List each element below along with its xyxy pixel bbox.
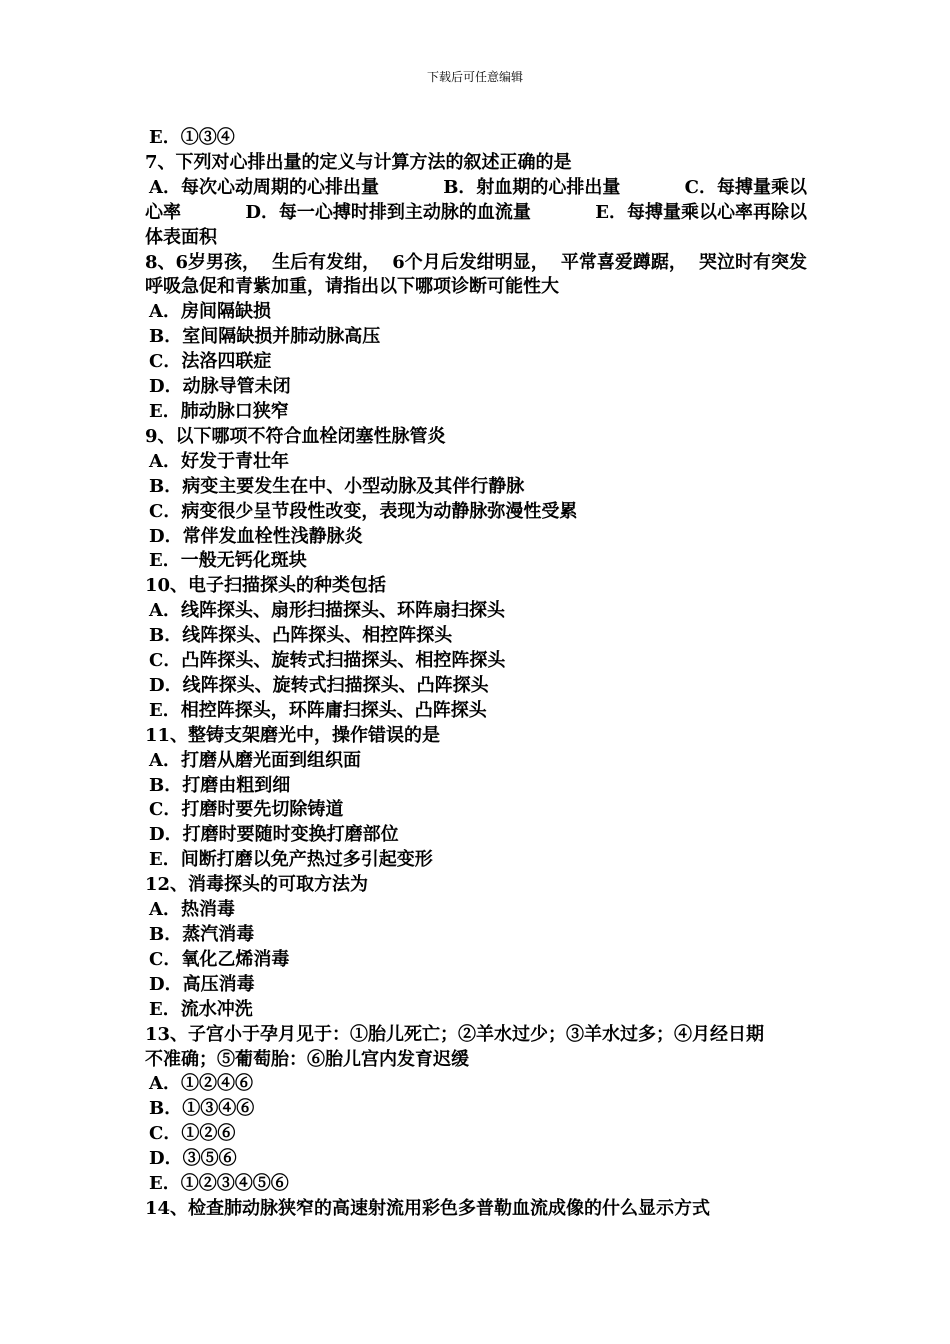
text-segment: 生后有发绀， [272,251,381,273]
text-segment: 8、6岁男孩， [145,251,261,273]
answer-option: E．①③④ [149,127,235,148]
answer-option: E．一般无钙化斑块 [149,550,307,572]
answer-option: B．蒸汽消毒 [149,924,255,945]
answer-option: D．常伴发血栓性浅静脉炎 [149,525,363,547]
answer-option: A．好发于青壮年 [149,450,289,472]
answer-option: D．高压消毒 [149,973,255,995]
text-segment: 6个月后发绀明显， [392,251,549,273]
answer-option: A．热消毒 [149,899,235,921]
answer-option: D．动脉导管未闭 [149,376,291,398]
answer-option: D．每一心搏时排到主动脉的血流量 [245,201,531,223]
question-line: 不准确；⑤葡萄胎：⑥胎儿宫内发育迟缓 [145,1048,469,1070]
answer-option: B．病变主要发生在中、小型动脉及其伴行静脉 [149,475,525,497]
justified-line [145,201,807,226]
answer-option: B．射血期的心排出量 [443,176,621,198]
answer-option: E．相控阵探头，环阵庸扫探头、凸阵探头 [149,699,487,721]
answer-option: E．肺动脉口狭窄 [149,400,289,422]
answer-option: A．房间隔缺损 [149,301,271,323]
answer-option: D．③⑤⑥ [149,1148,237,1170]
answer-option: C．病变很少呈节段性改变，表现为动静脉弥漫性受累 [149,500,578,522]
answer-option: C．凸阵探头、旋转式扫描探头、相控阵探头 [149,650,506,672]
answer-option: C．氧化乙烯消毒 [149,948,290,970]
answer-option: B．打磨由粗到细 [149,774,291,796]
question-line: 呼吸急促和青紫加重，请指出以下哪项诊断可能性大 [145,276,559,298]
question-line: 体表面积 [145,226,217,248]
answer-option: C．打磨时要先切除铸道 [149,799,344,821]
question-line: 11、整铸支架磨光中，操作错误的是 [145,724,441,746]
answer-option: D．打磨时要随时变换打磨部位 [149,824,399,846]
answer-option: E．每搏量乘以心率再除以 [595,201,807,223]
answer-option: A．每次心动周期的心排出量 [149,176,379,198]
text-segment: 13、子宫小于孕月见于：①胎儿死亡；②羊水过少；③羊水过多；④月经日期 [145,1023,765,1045]
answer-option: 心率 [145,201,181,223]
answer-option: E．间断打磨以免产热过多引起变形 [149,849,433,871]
answer-option: B．①③④⑥ [149,1098,255,1120]
document-body [145,126,807,1222]
answer-option: B．线阵探头、凸阵探头、相控阵探头 [149,625,453,647]
answer-option: C．每搏量乘以 [684,176,807,198]
answer-option: A．线阵探头、扇形扫描探头、环阵扇扫探头 [149,600,505,622]
text-segment: 哭泣时有突发 [698,251,807,273]
question-line: 9、以下哪项不符合血栓闭塞性脉管炎 [145,425,446,447]
answer-option: C．①②⑥ [149,1123,236,1145]
question-line: 14、检查肺动脉狭窄的高速射流用彩色多普勒血流成像的什么显示方式 [145,1197,711,1219]
answer-option: C．法洛四联症 [149,351,272,373]
answer-option: D．线阵探头、旋转式扫描探头、凸阵探头 [149,674,489,696]
question-line [145,251,807,276]
question-line [145,1023,807,1048]
page-header: 下载后可任意编辑 [426,70,523,84]
text-segment: 平常喜爱蹲踞， [560,251,687,273]
answer-option: E．①②③④⑤⑥ [149,1173,289,1195]
question-line: 12、消毒探头的可取方法为 [145,874,369,896]
answer-option: A．①②④⑥ [149,1073,253,1095]
question-line: 10、电子扫描探头的种类包括 [145,575,387,597]
question-line: 7、下列对心排出量的定义与计算方法的叙述正确的是 [145,151,572,173]
answer-option: A．打磨从磨光面到组织面 [149,749,361,771]
answer-option: E．流水冲洗 [149,998,253,1020]
answer-option: B．室间隔缺损并肺动脉高压 [149,326,381,348]
justified-line [145,176,807,201]
